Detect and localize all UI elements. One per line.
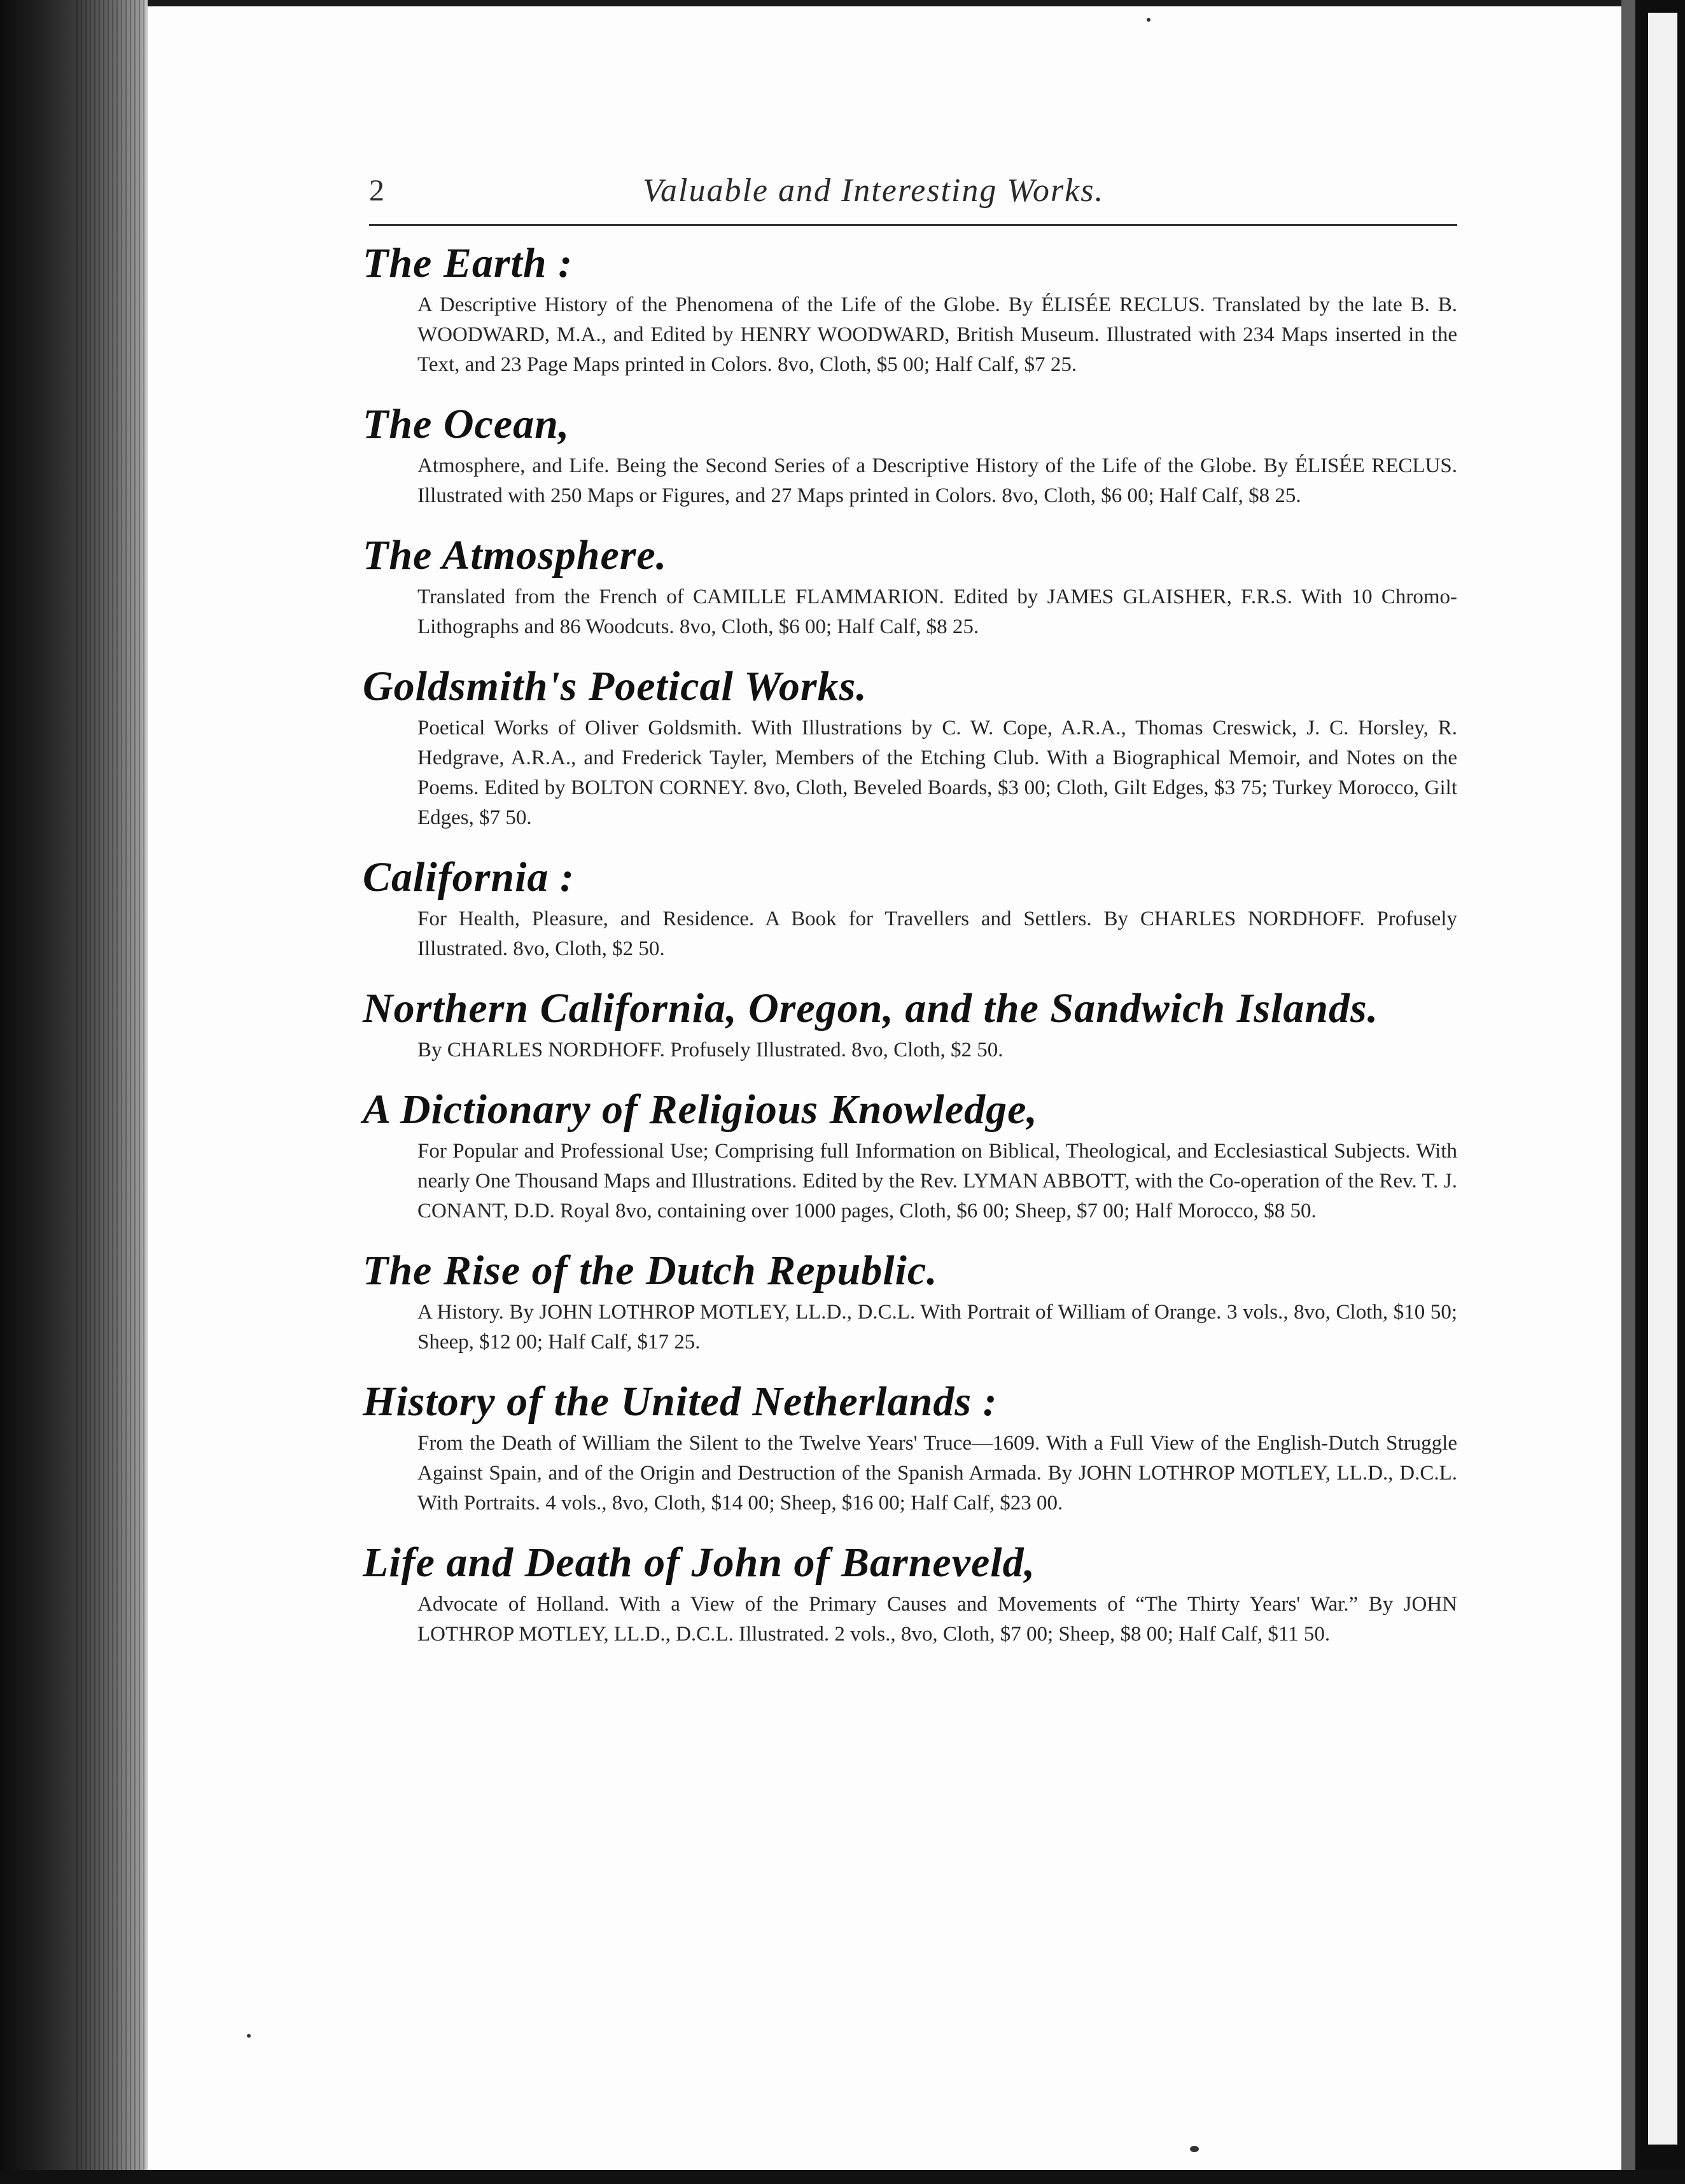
book-description: Poetical Works of Oliver Goldsmith. With Illustrations by C. W. Cope, A.R.A., Thomas Creswick, J. C. Horsley, R. Hedgrave, A.R.A., and Frederick Tayler, Members of the Etching Club. With a Biographical Memoir, and Notes on the Poems. Edited by BOLTON CORNEY. 8vo, Cloth, Beveled Boards, $3 00; Cloth, Gilt Edges, $3 75; Turkey Morocco, Gilt Edges, $7 50. (417, 717, 1457, 829)
page-edge-right (1621, 0, 1635, 2184)
book-title: The Rise of the Dutch Republic. (363, 1247, 938, 1294)
book-title: A Dictionary of Religious Knowledge, (363, 1086, 1038, 1133)
book-list (363, 237, 1457, 1667)
book-entry (363, 1244, 1457, 1357)
scan-speck (247, 2034, 251, 2038)
book-entry (363, 398, 1457, 511)
book-description: For Popular and Professional Use; Comprising full Information on Biblical, Theological, and Ecclesiastical Subjects. With nearly One Thousand Maps and Illustrations. Edited by the Rev. LYMAN ABBOTT, with the Co-operation of the Rev. T. J. CONANT, D.D. Royal 8vo, containing over 1000 pages, Cloth, $6 00; Sheep, $7 00; Half Morocco, $8 50. (417, 1140, 1457, 1222)
scan-border-top (148, 0, 1621, 6)
book-entry (363, 851, 1457, 964)
book-title: History of the United Netherlands : (363, 1378, 998, 1425)
book-description: A Descriptive History of the Phenomena of the Life of the Globe. By ÉLISÉE RECLUS. Translated by the late B. B. WOODWARD, M.A., and Edited by HENRY WOODWARD, British Museum. Illustrated with 234 Maps inserted in the Text, and 23 Page Maps printed in Colors. 8vo, Cloth, $5 00; Half Calf, $7 25. (417, 293, 1457, 376)
book-description: By CHARLES NORDHOFF. Profusely Illustrated. 8vo, Cloth, $2 50. (417, 1039, 1003, 1061)
running-title: Valuable and Interesting Works. (643, 172, 1105, 209)
facing-page-strip (1648, 13, 1677, 2145)
book-title: California : (363, 854, 575, 900)
book-description: From the Death of William the Silent to the Twelve Years' Truce—1609. With a Full View of the English-Dutch Struggle Against Spain, and of the Origin and Destruction of the Spanish Armada. By JOHN LOTHROP MOTLEY, LL.D., D.C.L. With Portraits. 4 vols., 8vo, Cloth, $14 00; Sheep, $16 00; Half Calf, $23 00. (417, 1432, 1457, 1515)
book-title: Goldsmith's Poetical Works. (363, 663, 867, 710)
book-description: Translated from the French of CAMILLE FLAMMARION. Edited by JAMES GLAISHER, F.R.S. With 10 Chromo-Lithographs and 86 Woodcuts. 8vo, Cloth, $6 00; Half Calf, $8 25. (417, 585, 1457, 638)
book-description: A History. By JOHN LOTHROP MOTLEY, LL.D., D.C.L. With Portrait of William of Orange. 3 vols., 8vo, Cloth, $10 50; Sheep, $12 00; Half Calf, $17 25. (417, 1301, 1457, 1354)
running-head (369, 172, 1457, 223)
book-entry (363, 660, 1457, 833)
book-entry (363, 237, 1457, 380)
book-entry (363, 1083, 1457, 1226)
page-edges (76, 0, 148, 2184)
scan-speck (1190, 2146, 1199, 2152)
book-entry (363, 529, 1457, 642)
page-number: 2 (369, 174, 384, 207)
book-entry (363, 1375, 1457, 1518)
book-title: Northern California, Oregon, and the Sandwich Islands. (363, 985, 1379, 1032)
book-description: Advocate of Holland. With a View of the Primary Causes and Movements of “The Thirty Years' War.” By JOHN LOTHROP MOTLEY, LL.D., D.C.L. Illustrated. 2 vols., 8vo, Cloth, $7 00; Sheep, $8 00; Half Calf, $11 50. (417, 1593, 1457, 1646)
book-description: Atmosphere, and Life. Being the Second Series of a Descriptive History of the Life of the Globe. By ÉLISÉE RECLUS. Illustrated with 250 Maps or Figures, and 27 Maps printed in Colors. 8vo, Cloth, $6 00; Half Calf, $8 25. (417, 454, 1457, 507)
scan-speck (1147, 18, 1150, 22)
book-title: Life and Death of John of Barneveld, (363, 1539, 1036, 1586)
header-rule (369, 224, 1457, 226)
book-description: For Health, Pleasure, and Residence. A Book for Travellers and Settlers. By CHARLES NORDHOFF. Profusely Illustrated. 8vo, Cloth, $2 50. (417, 907, 1457, 960)
book-entry (363, 982, 1457, 1065)
scan-border-bottom (0, 2170, 1685, 2184)
book-title: The Atmosphere. (363, 532, 668, 578)
book-title: The Earth : (363, 240, 573, 286)
book-entry (363, 1536, 1457, 1649)
book-title: The Ocean, (363, 401, 570, 447)
